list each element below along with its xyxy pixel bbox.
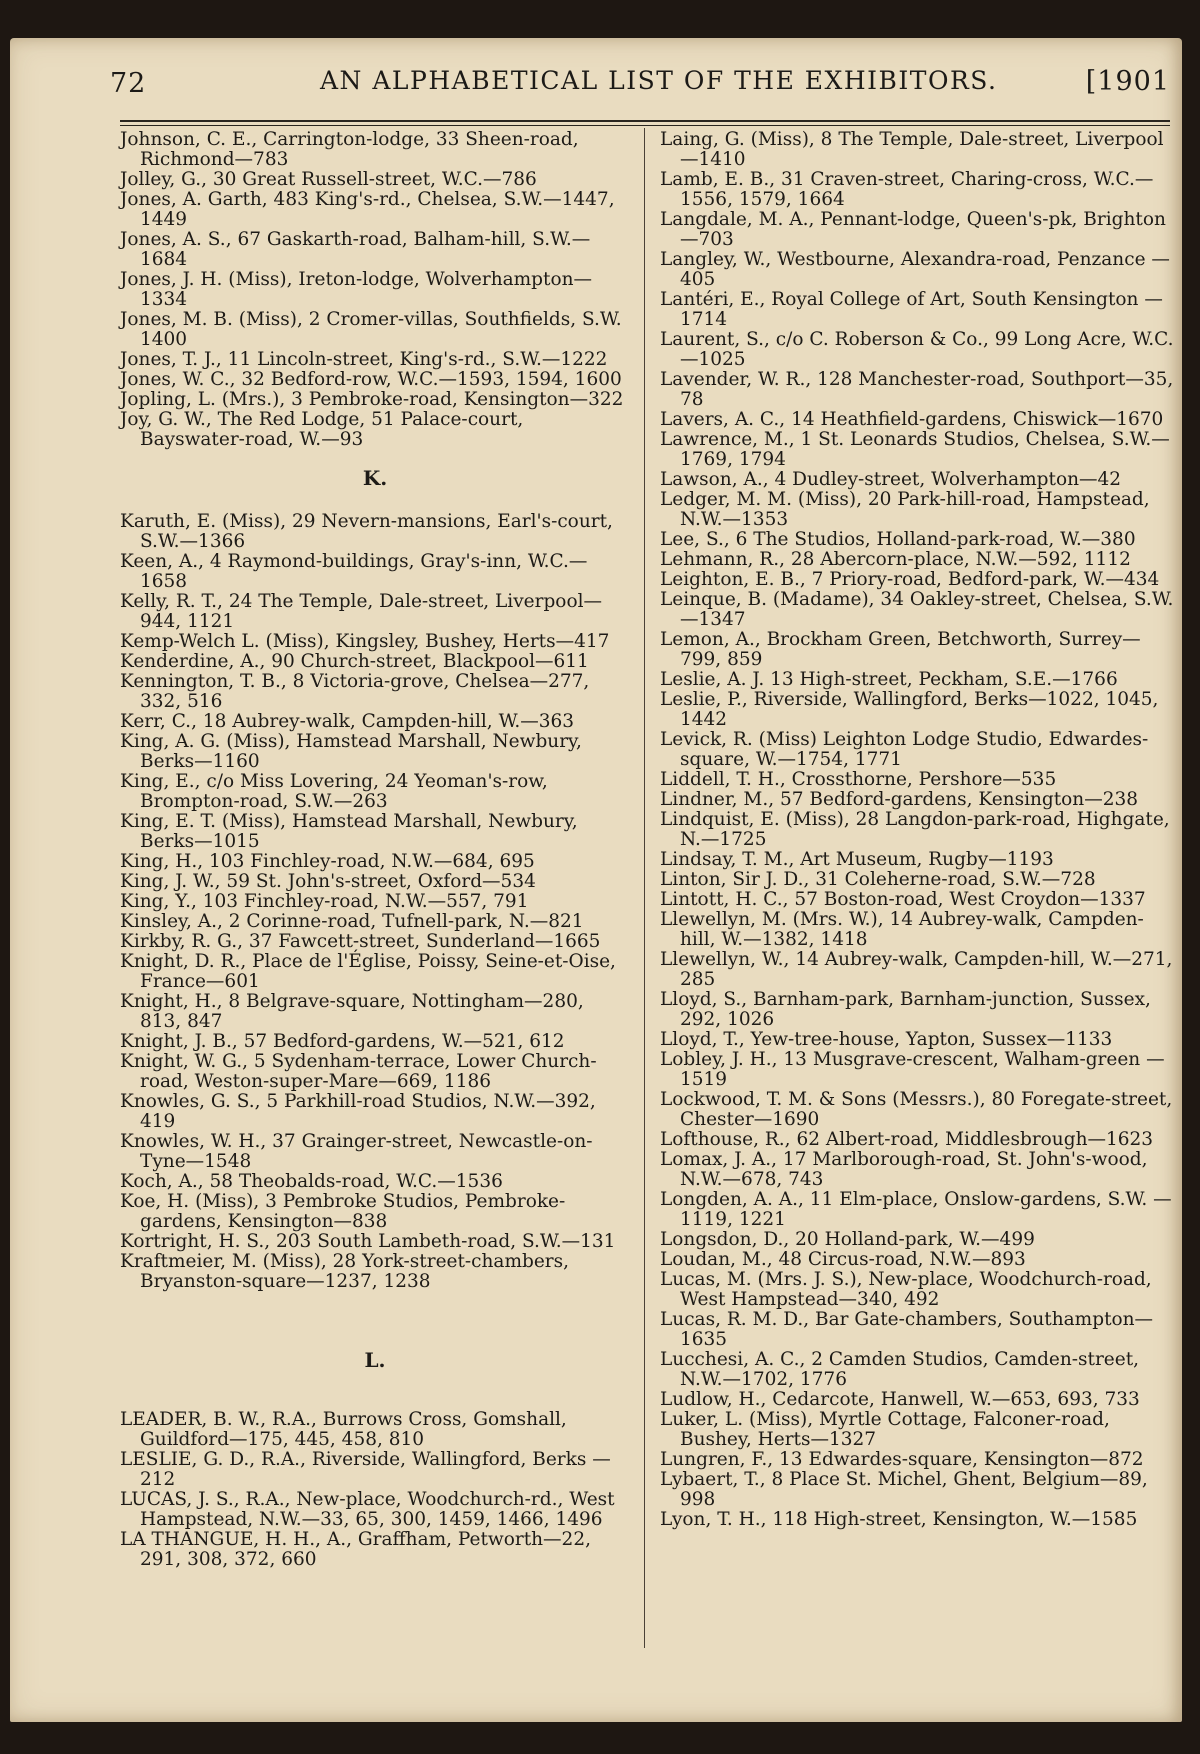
exhibitor-entry: Ledger, M. M. (Miss), 20 Park-hill-road, Hampstead, N.W.—1353 (660, 489, 1150, 530)
exhibitor-entry: King, E., c/o Miss Lovering, 24 Yeoman's-row, Brompton-road, S.W.—263 (120, 771, 548, 812)
exhibitor-entry: Leighton, E. B., 7 Priory-road, Bedford-park, W.—434 (660, 569, 1160, 590)
exhibitor-entry: Lantéri, E., Royal College of Art, South Kensington —1714 (660, 289, 1163, 330)
exhibitor-entry: Laurent, S., c/o C. Roberson & Co., 99 Long Acre, W.C.—1025 (660, 329, 1174, 370)
exhibitor-entry: Lucchesi, A. C., 2 Camden Studios, Camden-street, N.W.—1702, 1776 (660, 1349, 1140, 1390)
exhibitor-entry: Joy, G. W., The Red Lodge, 51 Palace-court, Bayswater-road, W.—93 (120, 409, 524, 450)
exhibitor-entry: Lamb, E. B., 31 Craven-street, Charing-cross, W.C.—1556, 1579, 1664 (660, 169, 1154, 210)
exhibitor-entry: Levick, R. (Miss) Leighton Lodge Studio, Edwardes-square, W.—1754, 1771 (660, 729, 1149, 770)
exhibitor-entry: Knight, J. B., 57 Bedford-gardens, W.—521, 612 (120, 1031, 565, 1052)
exhibitor-entry: Jones, A. S., 67 Gaskarth-road, Balham-hill, S.W.—1684 (120, 229, 591, 270)
exhibitor-entry: Knight, W. G., 5 Sydenham-terrace, Lower Church-road, Weston-super-Mare—669, 1186 (120, 1051, 597, 1092)
exhibitor-entry: Koch, A., 58 Theobalds-road, W.C.—1536 (120, 1171, 503, 1192)
exhibitor-entry: Kortright, H. S., 203 South Lambeth-road, S.W.—131 (120, 1231, 616, 1252)
exhibitor-entry: Leinque, B. (Madame), 34 Oakley-street, Chelsea, S.W.—1347 (660, 589, 1174, 630)
exhibitor-entry: Jopling, L. (Mrs.), 3 Pembroke-road, Kensington—322 (120, 389, 624, 410)
column-divider (644, 128, 645, 1648)
exhibitor-entry: Knight, D. R., Place de l'Église, Poissy, Seine-et-Oise, France—601 (120, 951, 616, 992)
exhibitor-entry: LEADER, B. W., R.A., Burrows Cross, Gomshall, Guildford—175, 445, 458, 810 (120, 1409, 567, 1450)
exhibitor-entry: Jolley, G., 30 Great Russell-street, W.C.—786 (120, 169, 537, 190)
exhibitor-entry: Lobley, J. H., 13 Musgrave-crescent, Walham-green —1519 (660, 1049, 1165, 1090)
exhibitor-entry: Jones, M. B. (Miss), 2 Cromer-villas, Southfields, S.W. 1400 (120, 309, 622, 350)
exhibitor-entry: Karuth, E. (Miss), 29 Nevern-mansions, Earl's-court, S.W.—1366 (120, 511, 613, 552)
exhibitor-entry: Lockwood, T. M. & Sons (Messrs.), 80 Foregate-street, Chester—1690 (660, 1089, 1173, 1130)
exhibitor-entry: Ludlow, H., Cedarcote, Hanwell, W.—653, 693, 733 (660, 1389, 1140, 1410)
exhibitor-entry: King, J. W., 59 St. John's-street, Oxford—534 (120, 871, 536, 892)
exhibitor-entry: Lofthouse, R., 62 Albert-road, Middlesbrough—1623 (660, 1129, 1154, 1150)
exhibitor-entry: Langley, W., Westbourne, Alexandra-road, Penzance —405 (660, 249, 1170, 290)
exhibitor-entry: Leslie, P., Riverside, Wallingford, Berks—1022, 1045, 1442 (660, 689, 1159, 730)
exhibitor-entry: Lucas, R. M. D., Bar Gate-chambers, Southampton—1635 (660, 1309, 1154, 1350)
page-number: 72 (110, 68, 147, 99)
header-rule-thin (120, 125, 1170, 126)
l-entries-list (120, 1410, 630, 1570)
exhibitor-entry: Lindsay, T. M., Art Museum, Rugby—1193 (660, 849, 1054, 870)
exhibitor-entry: Liddell, T. H., Crossthorne, Pershore—535 (660, 769, 1057, 790)
exhibitor-entry: Loudan, M., 48 Circus-road, N.W.—893 (660, 1249, 1026, 1270)
exhibitor-entry: Knight, H., 8 Belgrave-square, Nottingham—280, 813, 847 (120, 991, 584, 1032)
exhibitor-entry: Kennington, T. B., 8 Victoria-grove, Chelsea—277, 332, 516 (120, 671, 590, 712)
exhibitor-entry: Llewellyn, W., 14 Aubrey-walk, Campden-hill, W.—271, 285 (660, 949, 1173, 990)
exhibitor-entry: Lawson, A., 4 Dudley-street, Wolverhampton—42 (660, 469, 1122, 490)
page-year: [1901 (1085, 66, 1170, 97)
exhibitor-entry: King, A. G. (Miss), Hamstead Marshall, Newbury, Berks—1160 (120, 731, 582, 772)
exhibitor-entry: Jones, A. Garth, 483 King's-rd., Chelsea, S.W.—1447, 1449 (120, 189, 615, 230)
exhibitor-entry: Lloyd, T., Yew-tree-house, Yapton, Sussex—1133 (660, 1029, 1113, 1050)
exhibitor-entry: King, H., 103 Finchley-road, N.W.—684, 695 (120, 851, 535, 872)
exhibitor-entry: Kerr, C., 18 Aubrey-walk, Campden-hill, W.—363 (120, 711, 575, 732)
l-entries-continued-list (660, 130, 1176, 1530)
exhibitor-entry: Kraftmeier, M. (Miss), 28 York-street-chambers, Bryanston-square—1237, 1238 (120, 1251, 570, 1292)
header-rule (120, 120, 1170, 122)
section-heading-l: L. (364, 1348, 386, 1372)
exhibitor-entry: Lehmann, R., 28 Abercorn-place, N.W.—592, 1112 (660, 549, 1131, 570)
k-entries-list (120, 512, 630, 1292)
exhibitor-entry: Lindquist, E. (Miss), 28 Langdon-park-road, Highgate, N.—1725 (660, 809, 1170, 850)
exhibitor-entry: Lybaert, T., 8 Place St. Michel, Ghent, Belgium—89, 998 (660, 1469, 1148, 1510)
page-title: AN ALPHABETICAL LIST OF THE EXHIBITORS. (320, 66, 998, 95)
exhibitor-entry: Keen, A., 4 Raymond-buildings, Gray's-inn, W.C.—1658 (120, 551, 588, 592)
exhibitor-entry: Lemon, A., Brockham Green, Betchworth, Surrey—799, 859 (660, 629, 1141, 670)
exhibitor-entry: Lyon, T. H., 118 High-street, Kensington, W.—1585 (660, 1509, 1138, 1530)
exhibitor-entry: Lavers, A. C., 14 Heathfield-gardens, Chiswick—1670 (660, 409, 1164, 430)
left-column (120, 130, 630, 1570)
exhibitor-entry: Kinsley, A., 2 Corinne-road, Tufnell-park, N.—821 (120, 911, 584, 932)
exhibitor-entry: Llewellyn, M. (Mrs. W.), 14 Aubrey-walk, Campden-hill, W.—1382, 1418 (660, 909, 1144, 950)
exhibitor-entry: Jones, T. J., 11 Lincoln-street, King's-rd., S.W.—1222 (120, 349, 608, 370)
exhibitor-entry: Luker, L. (Miss), Myrtle Cottage, Falconer-road, Bushey, Herts—1327 (660, 1409, 1110, 1450)
right-column (660, 130, 1176, 1530)
exhibitor-entry: Kirkby, R. G., 37 Fawcett-street, Sunderland—1665 (120, 931, 601, 952)
exhibitor-entry: Laing, G. (Miss), 8 The Temple, Dale-street, Liverpool—1410 (660, 129, 1164, 170)
exhibitor-entry: Lintott, H. C., 57 Boston-road, West Croydon—1337 (660, 889, 1146, 910)
exhibitor-entry: Knowles, W. H., 37 Grainger-street, Newcastle-on-Tyne—1548 (120, 1131, 593, 1172)
exhibitor-entry: Leslie, A. J. 13 High-street, Peckham, S.E.—1766 (660, 669, 1118, 690)
exhibitor-entry: Lloyd, S., Barnham-park, Barnham-junction, Sussex, 292, 1026 (660, 989, 1151, 1030)
exhibitor-entry: Kenderdine, A., 90 Church-street, Blackpool—611 (120, 651, 589, 672)
section-heading-k: K. (362, 466, 388, 490)
exhibitor-entry: Longsdon, D., 20 Holland-park, W.—499 (660, 1229, 1035, 1250)
exhibitor-entry: Longden, A. A., 11 Elm-place, Onslow-gardens, S.W. —1119, 1221 (660, 1189, 1172, 1230)
exhibitor-entry: LA THANGUE, H. H., A., Graffham, Petworth—22, 291, 308, 372, 660 (120, 1529, 591, 1570)
exhibitor-entry: Lavender, W. R., 128 Manchester-road, Southport—35, 78 (660, 369, 1174, 410)
page-header (110, 62, 1170, 102)
j-entries-list (120, 130, 630, 450)
exhibitor-entry: Jones, W. C., 32 Bedford-row, W.C.—1593, 1594, 1600 (120, 369, 622, 390)
exhibitor-entry: Lee, S., 6 The Studios, Holland-park-road, W.—380 (660, 529, 1136, 550)
exhibitor-entry: Kemp-Welch L. (Miss), Kingsley, Bushey, Herts—417 (120, 631, 610, 652)
exhibitor-entry: Kelly, R. T., 24 The Temple, Dale-street, Liverpool—944, 1121 (120, 591, 603, 632)
exhibitor-entry: King, E. T. (Miss), Hamstead Marshall, Newbury, Berks—1015 (120, 811, 578, 852)
exhibitor-entry: LESLIE, G. D., R.A., Riverside, Wallingford, Berks —212 (120, 1449, 611, 1490)
exhibitor-entry: Lomax, J. A., 17 Marlborough-road, St. John's-wood, N.W.—678, 743 (660, 1149, 1148, 1190)
exhibitor-entry: King, Y., 103 Finchley-road, N.W.—557, 791 (120, 891, 529, 912)
exhibitor-entry: Knowles, G. S., 5 Parkhill-road Studios, N.W.—392, 419 (120, 1091, 596, 1132)
exhibitor-entry: Lucas, M. (Mrs. J. S.), New-place, Woodchurch-road, West Hampstead—340, 492 (660, 1269, 1152, 1310)
exhibitor-entry: Linton, Sir J. D., 31 Coleherne-road, S.W.—728 (660, 869, 1096, 890)
exhibitor-entry: LUCAS, J. S., R.A., New-place, Woodchurch-rd., West Hampstead, N.W.—33, 65, 300, 1459, 1466, 1496 (120, 1489, 615, 1530)
exhibitor-entry: Koe, H. (Miss), 3 Pembroke Studios, Pembroke-gardens, Kensington—838 (120, 1191, 566, 1232)
exhibitor-entry: Jones, J. H. (Miss), Ireton-lodge, Wolverhampton—1334 (120, 269, 593, 310)
exhibitor-entry: Johnson, C. E., Carrington-lodge, 33 Sheen-road, Richmond—783 (120, 129, 579, 170)
exhibitor-entry: Lawrence, M., 1 St. Leonards Studios, Chelsea, S.W.—1769, 1794 (660, 429, 1170, 470)
exhibitor-entry: Lindner, M., 57 Bedford-gardens, Kensington—238 (660, 789, 1139, 810)
exhibitor-entry: Langdale, M. A., Pennant-lodge, Queen's-pk, Brighton —703 (660, 209, 1166, 250)
exhibitor-entry: Lungren, F., 13 Edwardes-square, Kensington—872 (660, 1449, 1144, 1470)
